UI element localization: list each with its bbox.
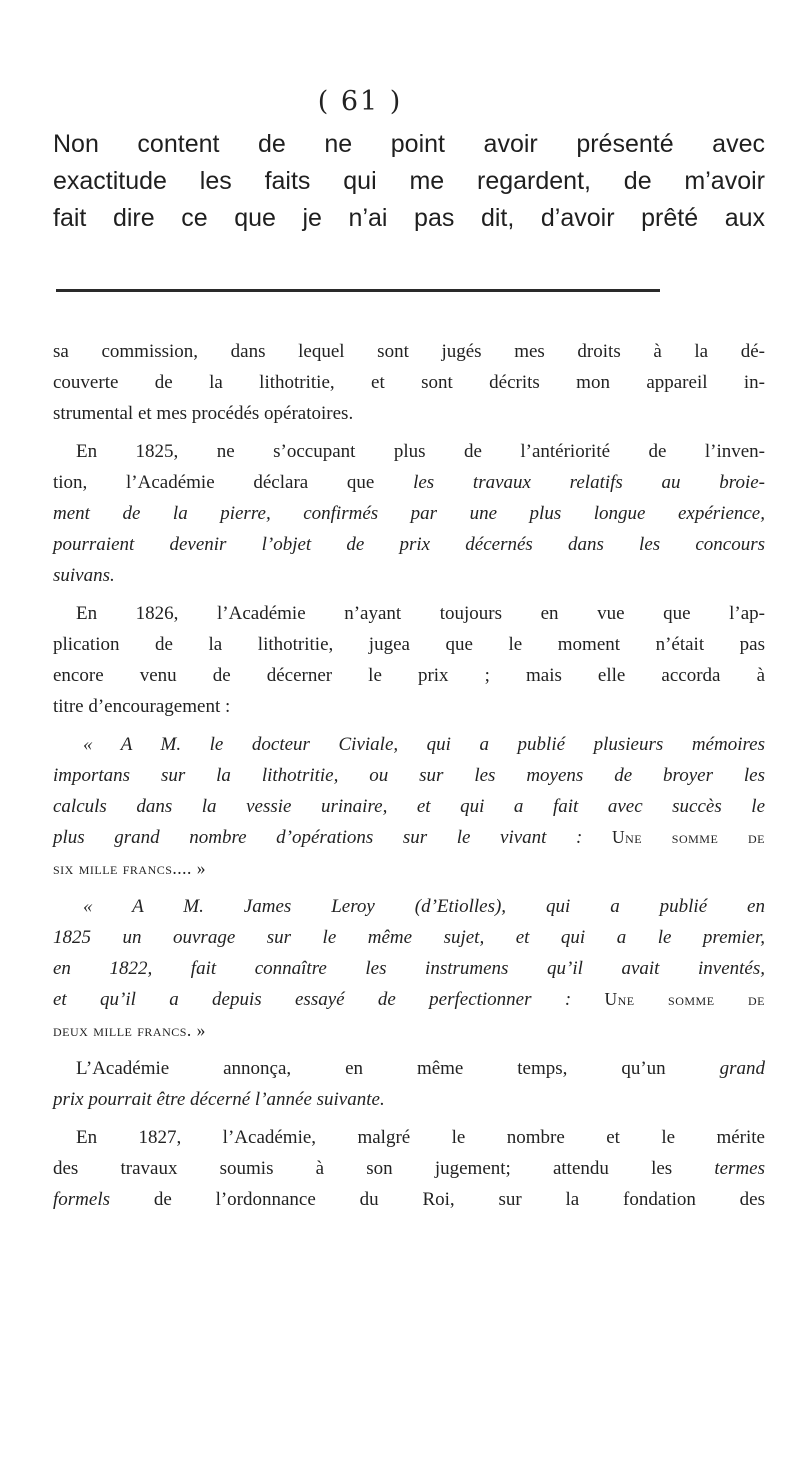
- footnote-smallcaps-text: Une somme de: [611, 827, 765, 847]
- footnote: [53, 336, 765, 1222]
- footnote-line: six mille francs.... »: [53, 858, 206, 878]
- footnote-line: [53, 1184, 765, 1215]
- footnote-line: « A M. le docteur Civiale, qui a publié plusieurs mémoires: [83, 734, 765, 755]
- footnote-line: En 1827, l’Académie, malgré le nombre et le mérite: [76, 1127, 765, 1148]
- footnote-line: [53, 1053, 765, 1084]
- footnote-divider: [56, 289, 660, 292]
- footnote-line: [53, 1153, 765, 1184]
- footnote-text: tion, l’Académie déclara que: [53, 472, 414, 493]
- footnote-smallcaps-text: Une somme de: [604, 989, 765, 1009]
- footnote-line: En 1825, ne s’occupant plus de l’antériorité de l’inven-: [76, 441, 765, 462]
- footnote-italic-text: et qu’il a depuis essayé de perfectionner :: [53, 989, 605, 1010]
- footnote-line: sa commission, dans lequel sont jugés mes droits à la dé-: [53, 341, 765, 362]
- footnote-paragraph-1826: [53, 598, 765, 722]
- footnote-text: de l’ordonnance du Roi, sur la fondation des: [110, 1189, 765, 1210]
- footnote-italic-text: grand: [719, 1058, 765, 1079]
- footnote-text: des travaux soumis à son jugement; attendu les: [53, 1158, 715, 1179]
- footnote-italic-text: termes: [714, 1158, 765, 1179]
- footnote-line: deux mille francs. »: [53, 1020, 206, 1040]
- footnote-line: couverte de la lithotritie, et sont décrits mon appareil in-: [53, 372, 765, 393]
- footnote-line: encore venu de décerner le prix ; mais elle accorda à: [53, 665, 765, 686]
- footnote-italic-text: formels: [53, 1189, 110, 1210]
- footnote-paragraph-commission: [53, 336, 765, 429]
- footnote-paragraph-1827: [53, 1122, 765, 1215]
- footnote-line: strumental et mes procédés opératoires.: [53, 403, 354, 424]
- footnote-line: 1825 un ouvrage sur le même sujet, et qui a le premier,: [53, 927, 765, 948]
- footnote-line: pourraient devenir l’objet de prix décernés dans les concours: [53, 534, 765, 555]
- footnote-italic-text: les travaux relatifs au broie-: [413, 472, 765, 493]
- footnote-line: plication de la lithotritie, jugea que le moment n’était pas: [53, 634, 765, 655]
- footnote-italic-text: plus grand nombre d’opérations sur le vivant :: [53, 827, 612, 848]
- footnote-line: En 1826, l’Académie n’ayant toujours en vue que l’ap-: [76, 603, 765, 624]
- main-text-line: exactitude les faits qui me regardent, de m’avoir: [53, 167, 765, 195]
- footnote-paragraph-1825: [53, 436, 765, 591]
- page-number: ( 61 ): [317, 86, 403, 117]
- footnote-line: suivans.: [53, 565, 115, 586]
- footnote-line: ment de la pierre, confirmés par une plus longue expérience,: [53, 503, 765, 524]
- footnote-paragraph-civiale: [53, 729, 765, 884]
- footnote-line: [53, 822, 765, 853]
- footnote-paragraph-leroy: [53, 891, 765, 1046]
- footnote-line: calculs dans la vessie urinaire, et qui a fait avec succès le: [53, 796, 765, 817]
- footnote-line: prix pourrait être décerné l’année suivante.: [53, 1089, 385, 1110]
- footnote-line: [53, 467, 765, 498]
- main-text-line: fait dire ce que je n’ai pas dit, d’avoir prêté aux: [53, 204, 765, 232]
- main-text: [53, 126, 765, 237]
- footnote-line: [53, 984, 765, 1015]
- footnote-line: en 1822, fait connaître les instrumens qu’il avait inventés,: [53, 958, 765, 979]
- main-text-line: Non content de ne point avoir présenté avec: [53, 130, 765, 158]
- footnote-text: L’Académie annonça, en même temps, qu’un: [76, 1058, 720, 1079]
- footnote-line: importans sur la lithotritie, ou sur les moyens de broyer les: [53, 765, 765, 786]
- footnote-line: titre d’encouragement :: [53, 696, 231, 717]
- footnote-line: « A M. James Leroy (d’Etiolles), qui a publié en: [83, 896, 765, 917]
- footnote-paragraph-annonce: [53, 1053, 765, 1115]
